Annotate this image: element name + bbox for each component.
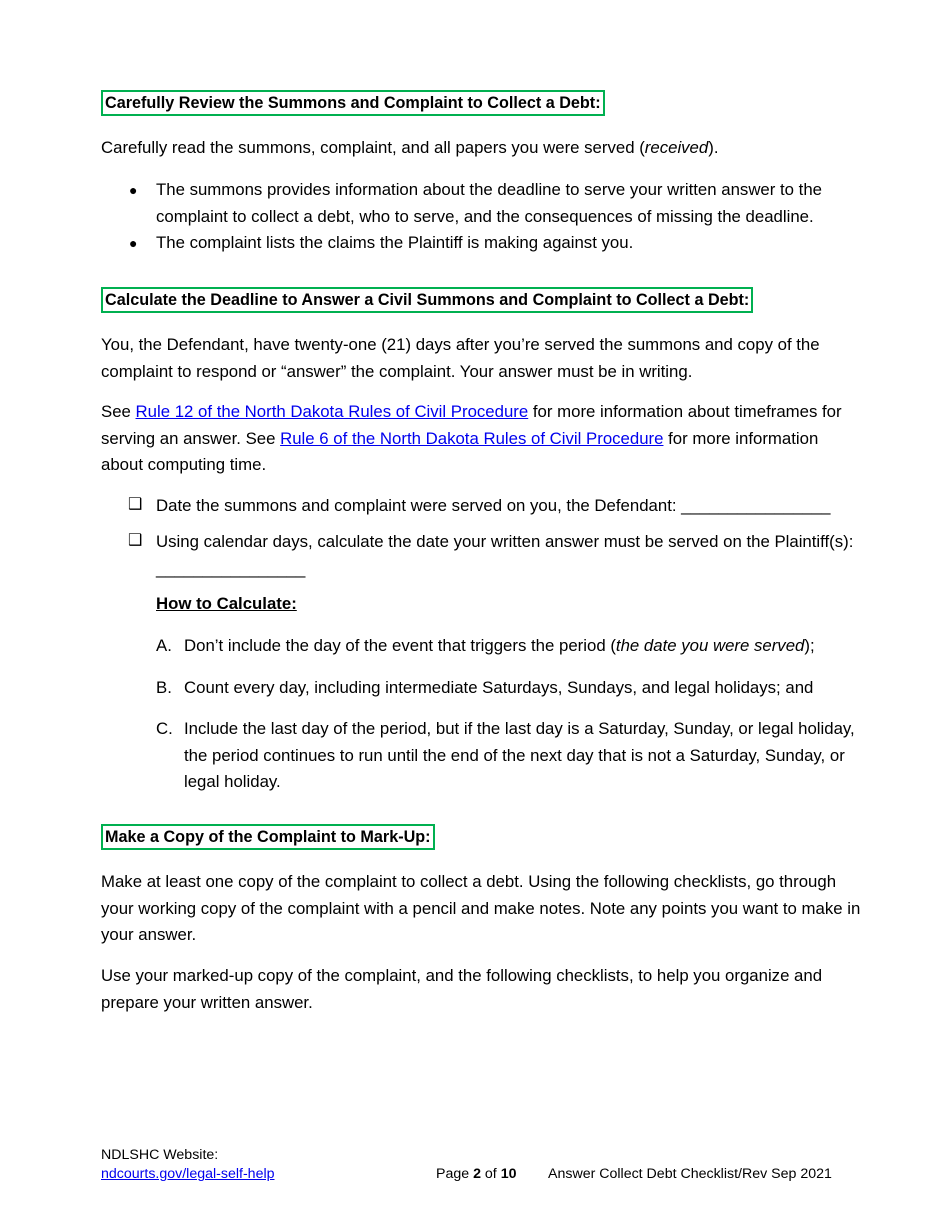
- review-paragraph: Carefully read the summons, complaint, and all papers you were served (received).: [101, 138, 719, 157]
- footer-website-link[interactable]: ndcourts.gov/legal-self-help: [101, 1166, 275, 1182]
- section-copy: [101, 824, 861, 851]
- rule-6-link[interactable]: Rule 6 of the North Dakota Rules of Civil Procedure: [280, 428, 664, 448]
- page-number: Page 2 of 10: [436, 1166, 517, 1182]
- section-deadline: [101, 287, 861, 314]
- page-footer: [101, 1146, 861, 1184]
- section-heading-deadline: Calculate the Deadline to Answer a Civil Summons and Complaint to Collect a Debt:: [101, 287, 753, 313]
- checkbox-icon[interactable]: ❑: [128, 532, 143, 549]
- how-to-calculate-title: How to Calculate:: [156, 594, 297, 613]
- deadline-paragraph: You, the Defendant, have twenty-one (21) days after you’re served the summons and copy of the complaint to respond or “answer” the complaint. Your answer must be in writing.: [101, 335, 820, 381]
- copy-paragraph: Make at least one copy of the complaint to collect a debt. Using the following checklists, go through your working copy of the complaint with a pencil and make notes. Note any points you want to make in your answer.: [101, 872, 861, 944]
- section-review: [101, 90, 861, 117]
- organize-paragraph: Use your marked-up copy of the complaint, and the following checklists, to help you organize and prepare your written answer.: [101, 966, 823, 1012]
- footer-website-label: NDLSHC Website:: [101, 1147, 219, 1163]
- checkbox-icon[interactable]: ❑: [128, 496, 143, 513]
- section-heading-copy: Make a Copy of the Complaint to Mark-Up:: [101, 824, 435, 850]
- bullet-icon: ●: [129, 182, 138, 198]
- rules-paragraph: See Rule 12 of the North Dakota Rules of Civil Procedure for more information about timeframes for serving an answer. See Rule 6 of the North Dakota Rules of Civil Procedure for more information about computing time.: [101, 402, 842, 474]
- footer-doc-title: Answer Collect Debt Checklist/Rev Sep 2021: [548, 1166, 832, 1182]
- rule-12-link[interactable]: Rule 12 of the North Dakota Rules of Civil Procedure: [135, 402, 529, 421]
- section-heading-review: Carefully Review the Summons and Complaint to Collect a Debt:: [101, 90, 605, 116]
- bullet-icon: ●: [129, 235, 138, 251]
